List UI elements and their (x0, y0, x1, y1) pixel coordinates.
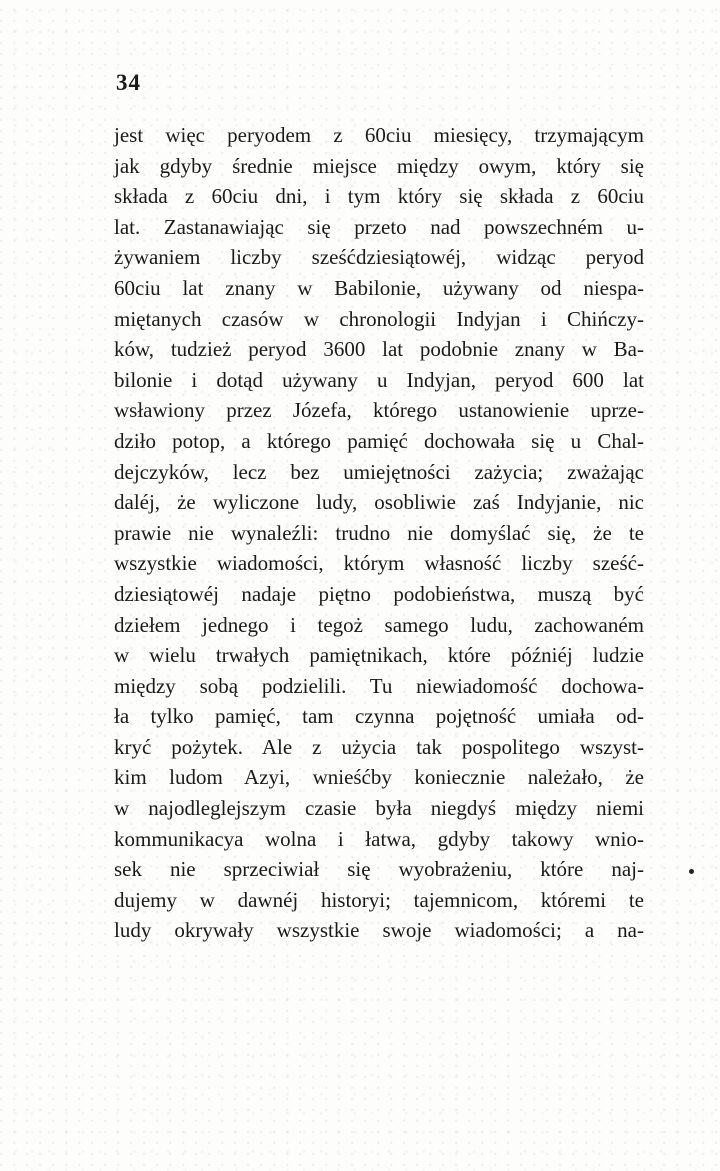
text-line: kommunikacya wolna i łatwa, gdyby takowy wnio- (114, 826, 644, 851)
page-number: 34 (116, 70, 141, 95)
text-line: kryć pożytek. Ale z użycia tak pospolitego wszyst- (114, 734, 644, 759)
text-line: dziesiątowéj nadaje piętno podobieństwa, muszą być (114, 581, 644, 606)
text-line: sek nie sprzeciwiał się wyobrażeniu, które naj- (114, 857, 644, 882)
text-line: daléj, że wyliczone ludy, osobliwie zaś Indyjanie, nic (114, 490, 644, 515)
text-line: lat. Zastanawiając się przeto nad powszechném u- (114, 214, 644, 239)
text-line: dejczyków, lecz bez umiejętności zażycia; zważając (114, 459, 644, 484)
text-line: ła tylko pamięć, tam czynna pojętność umiała od- (114, 704, 644, 729)
body-text (114, 120, 644, 946)
text-line: dziło potop, a którego pamięć dochowała się u Chal- (114, 428, 644, 453)
text-line: dujemy w dawnéj historyi; tajemnicom, któremi te (114, 887, 644, 912)
text-line: prawie nie wynaleźli: trudno nie domyślać się, że te (114, 520, 644, 545)
text-line: w najodleglejszym czasie była niegdyś między niemi (114, 796, 644, 821)
text-line: dziełem jednego i tegoż samego ludu, zachowaném (114, 612, 644, 637)
text-line: między sobą podzielili. Tu niewiadomość dochowa- (114, 673, 644, 698)
text-line: bilonie i dotąd używany u Indyjan, peryod 600 lat (114, 367, 644, 392)
text-line: jest więc peryodem z 60ciu miesięcy, trzymającym (114, 123, 644, 147)
text-line: żywaniem liczby sześćdziesiątowéj, widząc peryod (114, 245, 644, 270)
text-line: ków, tudzież peryod 3600 lat podobnie znany w Ba- (114, 337, 644, 362)
text-line: 60ciu lat znany w Babilonie, używany od niespa- (114, 275, 644, 300)
text-line: ludy okrywały wszystkie swoje wiadomości; a na- (114, 918, 644, 943)
ink-speck (689, 869, 694, 874)
text-line: składa z 60ciu dni, i tym który się składa z 60ciu (114, 184, 644, 209)
text-line: wsławiony przez Józefa, którego ustanowienie uprze- (114, 398, 644, 423)
text-line: kim ludom Azyi, wnieśćby koniecznie należało, że (114, 765, 644, 790)
text-line: w wielu trwałych pamiętnikach, które późniéj ludzie (114, 643, 644, 668)
text-line: wszystkie wiadomości, którym własność liczby sześć- (114, 551, 644, 576)
text-line: jak gdyby średnie miejsce między owym, który się (114, 153, 644, 178)
text-line: miętanych czasów w chronologii Indyjan i Chińczy- (114, 306, 644, 331)
